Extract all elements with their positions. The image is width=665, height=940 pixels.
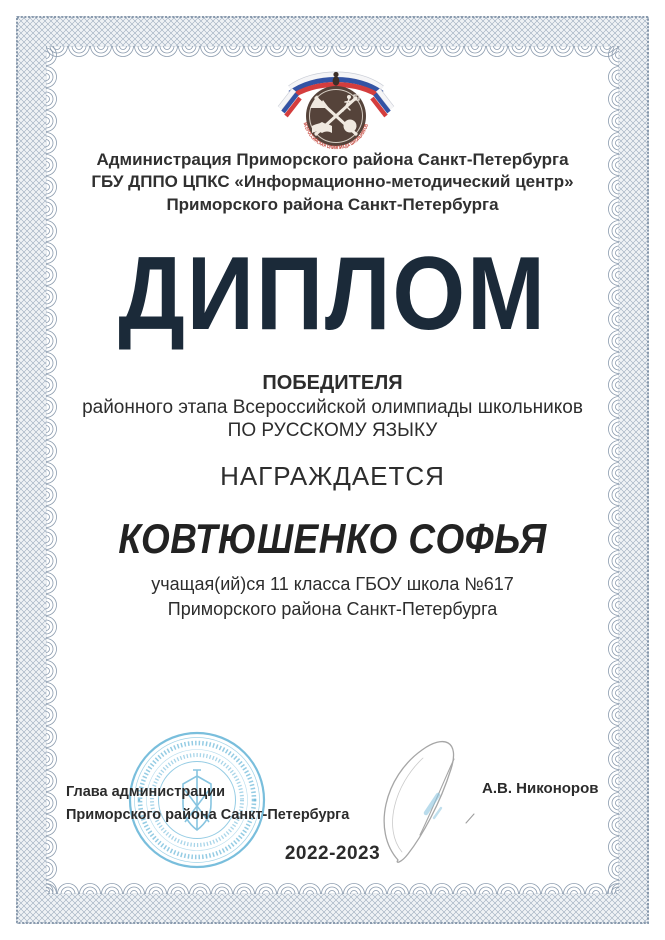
subject-line: ПО РУССКОМУ ЯЗЫКУ (227, 420, 438, 441)
recipient-description-line-2: Приморского района Санкт-Петербурга (167, 598, 498, 619)
school-year: 2022-2023 (284, 843, 381, 864)
official-title (66, 781, 349, 827)
recipient-name: КОВТЮШЕНКО СОФЬЯ (118, 515, 547, 562)
org-line-3: Приморского района Санкт-Петербурга (166, 194, 499, 214)
diploma-title: ДИПЛОМ (118, 236, 547, 352)
org-line-1: Администрация Приморского района Санкт-Петербурга (96, 150, 569, 169)
official-title-line-1: Глава администрации (66, 784, 225, 800)
owl-figure (333, 72, 340, 86)
globe-icon (344, 120, 357, 133)
emblem-arc-text: ВСЕРОССИЙСКАЯ ОЛИМПИАДА ШКОЛЬНИКОВ (301, 122, 371, 152)
org-line-2: ГБУ ДППО ЦПКС «Информационно-методический центр» (91, 172, 574, 192)
official-title-line-2: Приморского района Санкт-Петербурга (66, 807, 350, 823)
stage-line: районного этапа Всероссийской олимпиады школьников (82, 397, 583, 418)
awarded-label: НАГРАЖДАЕТСЯ (220, 461, 445, 491)
recipient-description-line-1: учащая(ий)ся 11 класса ГБОУ школа №617 (151, 574, 514, 594)
olympiad-emblem-icon (270, 56, 402, 156)
winner-label: ПОБЕДИТЕЛЯ (262, 372, 403, 394)
org-header (0, 149, 665, 216)
official-name: А.В. Никоноров (482, 780, 599, 797)
recipient-description (0, 572, 665, 621)
award-block (0, 371, 665, 442)
